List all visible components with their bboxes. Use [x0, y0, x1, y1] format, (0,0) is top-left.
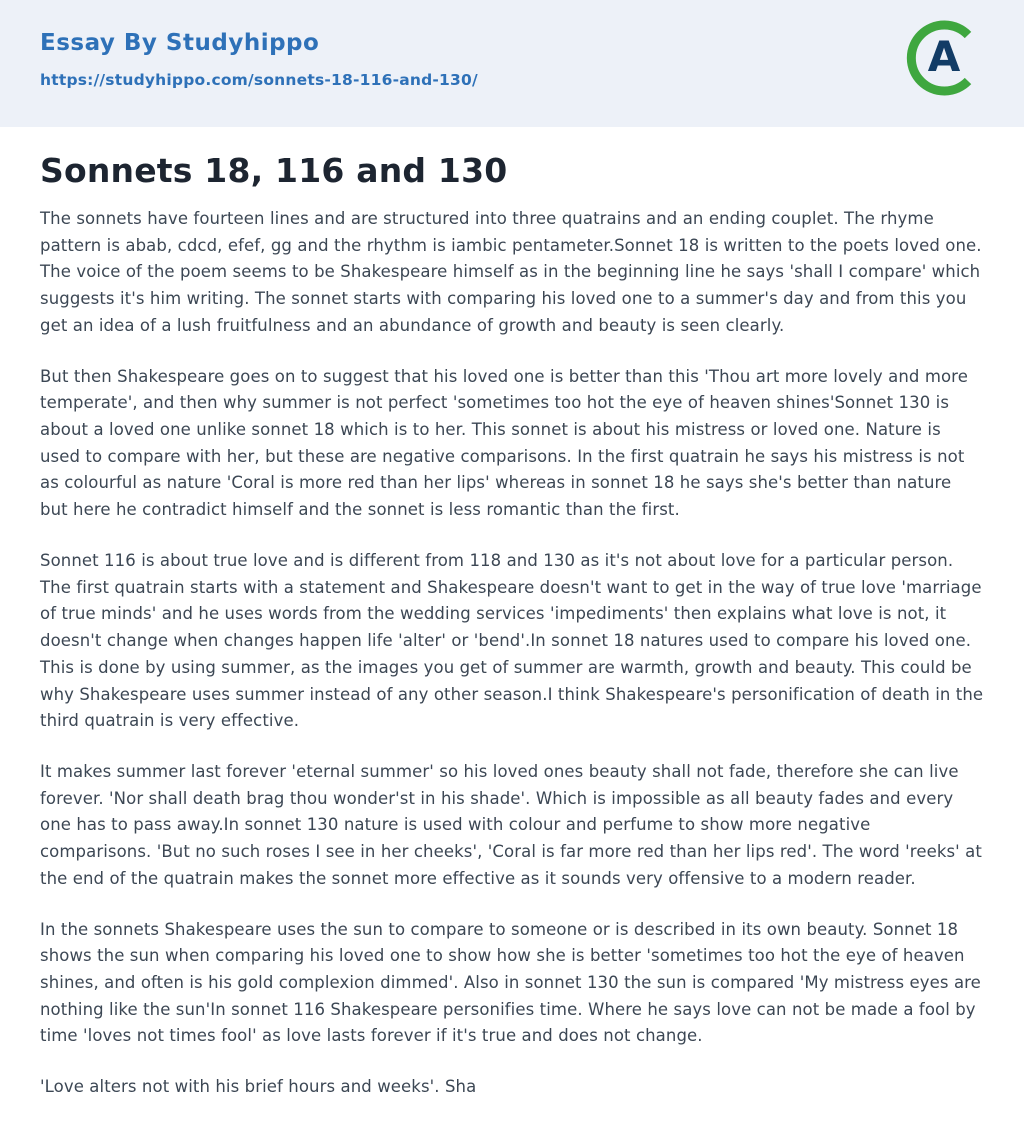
- site-title: Essay By Studyhippo: [40, 30, 320, 56]
- studyhippo-logo[interactable]: [906, 18, 986, 98]
- article-paragraph: In the sonnets Shakespeare uses the sun to compare to someone or is described in its own beauty. Sonnet 18 shows the sun when comparing his loved one to show how she is better 'sometimes too hot the eye of heaven shines, and often is his gold complexion dimmed'. Also in sonnet 130 the sun is compared 'My mistress eyes are nothing like the sun'In sonnet 116 Shakespeare personifies time. Where he says love can not be made a fool by time 'loves not times fool' as love lasts forever if it's true and does not change.: [40, 919, 981, 1046]
- article-paragraph: 'Love alters not with his brief hours and weeks'. Sha: [40, 1077, 477, 1097]
- logo-letter: A: [927, 32, 961, 81]
- article-paragraph: But then Shakespeare goes on to suggest that his loved one is better than this 'Thou art more lovely and more temperate', and then why summer is not perfect 'sometimes too hot the eye of heaven shines'Sonnet 130 is about a loved one unlike sonnet 18 which is to her. This sonnet is about his mistress or loved one. Nature is used to compare with her, but these are negative comparisons. In the first quatrain he says his mistress is not as colourful as nature 'Coral is more red than her lips' whereas in sonnet 18 he says she's better than nature but here he contradict himself and the sonnet is less romantic than the first.: [40, 366, 968, 520]
- logo-circle-icon: [906, 18, 986, 98]
- article-paragraph: The sonnets have fourteen lines and are structured into three quatrains and an ending couplet. The rhyme pattern is abab, cdcd, efef, gg and the rhythm is iambic pentameter.Sonnet 18 is written to the poets loved one. The voice of the poem seems to be Shakespeare himself as in the beginning line he says 'shall I compare' which suggests it's him writing. The sonnet starts with comparing his loved one to a summer's day and from this you get an idea of a lush fruitfulness and an abundance of growth and beauty is seen clearly.: [40, 209, 982, 335]
- article-title: Sonnets 18, 116 and 130: [40, 151, 508, 190]
- article-paragraph: It makes summer last forever 'eternal summer' so his loved ones beauty shall not fade, therefore she can live forever. 'Nor shall death brag thou wonder'st in his shade'. Which is impossible as all beauty fades and every one has to pass away.In sonnet 130 nature is used with colour and perfume to show more negative comparisons. 'But no such roses I see in her cheeks', 'Coral is far more red than her lips red'. The word 'reeks' at the end of the quatrain makes the sonnet more effective as it sounds very offensive to a modern reader.: [40, 761, 982, 888]
- article-paragraph: Sonnet 116 is about true love and is different from 118 and 130 as it's not about love for a particular person. The first quatrain starts with a statement and Shakespeare doesn't want to get in the way of true love 'marriage of true minds' and he uses words from the wedding services 'impediments' then explains what love is not, it doesn't change when changes happen life 'alter' or 'bend'.In sonnet 18 natures used to compare his loved one. This is done by using summer, as the images you get of summer are warmth, growth and beauty. This could be why Shakespeare uses summer instead of any other season.I think Shakespeare's personification of death in the third quatrain is very effective.: [40, 550, 984, 731]
- article-url-link[interactable]: https://studyhippo.com/sonnets-18-116-and-130/: [40, 71, 478, 89]
- site-header: [0, 0, 1024, 127]
- article: [0, 127, 1024, 1101]
- article-body: [40, 206, 984, 1101]
